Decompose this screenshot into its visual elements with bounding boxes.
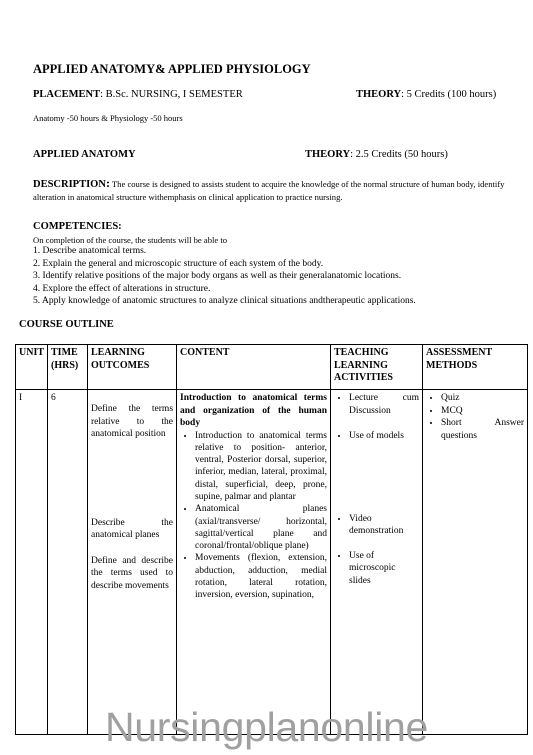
cell-unit: I: [16, 390, 48, 735]
activity-item: • Use of models: [349, 430, 419, 443]
document-title: APPLIED ANATOMY& APPLIED PHYSIOLOGY: [33, 62, 311, 76]
outcome-item: Define and describe the terms used to describe movements: [91, 555, 174, 591]
cell-learning-outcomes: [88, 390, 177, 735]
activity-item: • Video demonstration: [349, 513, 419, 538]
section-theory-value: : 2.5 Credits (50 hours): [350, 149, 448, 160]
course-outline-heading: COURSE OUTLINE: [19, 319, 114, 330]
header-content: CONTENT: [177, 345, 331, 390]
header-assessment-methods: ASSESSMENT METHODS: [423, 345, 528, 390]
assessment-item: • MCQ: [441, 405, 524, 418]
header-teaching-activities: TEACHING LEARNING ACTIVITIES: [331, 345, 423, 390]
cell-assessment-methods: [423, 390, 528, 735]
competency-item: 4. Explore the effect of alterations in structure.: [33, 283, 211, 294]
competencies-intro: On completion of the course, the students will be able to: [33, 235, 228, 245]
competencies-heading: COMPETENCIES:: [33, 221, 122, 232]
cell-teaching-activities: [331, 390, 423, 735]
competency-item: 5. Apply knowledge of anatomic structures to analyze clinical situations andtherapeutic applications.: [33, 296, 416, 306]
activity-item: • Lecture cum Discussion: [349, 392, 419, 417]
cell-content: [177, 390, 331, 735]
section-title: APPLIED ANATOMY: [33, 149, 136, 160]
content-item: • Movements (flexion, extension, abduction, adduction, medial rotation, lateral rotation, inversion, eversion, supination,: [195, 552, 327, 601]
competency-item: 1. Describe anatomical terms.: [33, 246, 147, 256]
competency-item: 2. Explain the general and microscopic structure of each system of the body.: [33, 258, 324, 269]
activities-list: [334, 392, 419, 587]
description-label: DESCRIPTION: [33, 179, 106, 190]
outcome-item: Define the terms relative to the anatomical position: [91, 404, 174, 439]
content-title: Introduction to anatomical terms and organization of the human body: [180, 393, 328, 428]
placement-label: PLACEMENT: [33, 89, 101, 100]
watermark-text: Nursingplanonline: [104, 704, 429, 750]
placement-value: : B.Sc. NURSING, I SEMESTER: [100, 89, 243, 100]
placement-line: [33, 89, 243, 100]
header-time: TIME (HRS): [48, 345, 88, 390]
assessment-item: • Quiz: [441, 392, 524, 405]
table-header-row: [16, 345, 528, 390]
course-outline-table: [15, 344, 528, 735]
outcome-item: Describe the anatomical planes: [91, 517, 174, 540]
description-colon: :: [105, 176, 110, 190]
content-item: • Anatomical planes (axial/transverse/ horizontal, sagittal/vertical plane and coronal/frontal/oblique plane): [195, 503, 327, 552]
activity-item: • Use of microscopic slides: [349, 550, 419, 588]
theory-total-line: [356, 89, 496, 100]
assessment-list: [426, 392, 524, 442]
competencies-list: [33, 245, 416, 308]
content-item: • Introduction to anatomical terms relative to position- anterior, ventral, Posterior dorsal, superior, inferior, median, lateral, proximal, distal, superficial, deep, prone, supine, palmar and plantar: [195, 430, 327, 504]
description-text: The course is designed to assists student to acquire the knowledge of the normal structure of human body, identify alteration in anatomical structure withemphasis on clinical application to practice nursing.: [33, 179, 505, 202]
section-theory-line: [305, 149, 448, 160]
theory-total-label: THEORY: [356, 89, 402, 100]
content-list: [180, 430, 327, 602]
header-unit: UNIT: [16, 345, 48, 390]
competency-item: 3. Identify relative positions of the major body organs as well as their generalanatomic locations.: [33, 271, 402, 281]
hours-note: Anatomy -50 hours & Physiology -50 hours: [33, 113, 183, 123]
header-learning-outcomes: LEARNING OUTCOMES: [88, 345, 177, 390]
section-theory-label: THEORY: [305, 149, 351, 160]
description-paragraph: [33, 177, 505, 203]
table-row: [16, 390, 528, 735]
theory-total-value: : 5 Credits (100 hours): [401, 89, 497, 100]
cell-time: 6: [48, 390, 88, 735]
assessment-item: • Short Answer questions: [441, 417, 524, 442]
